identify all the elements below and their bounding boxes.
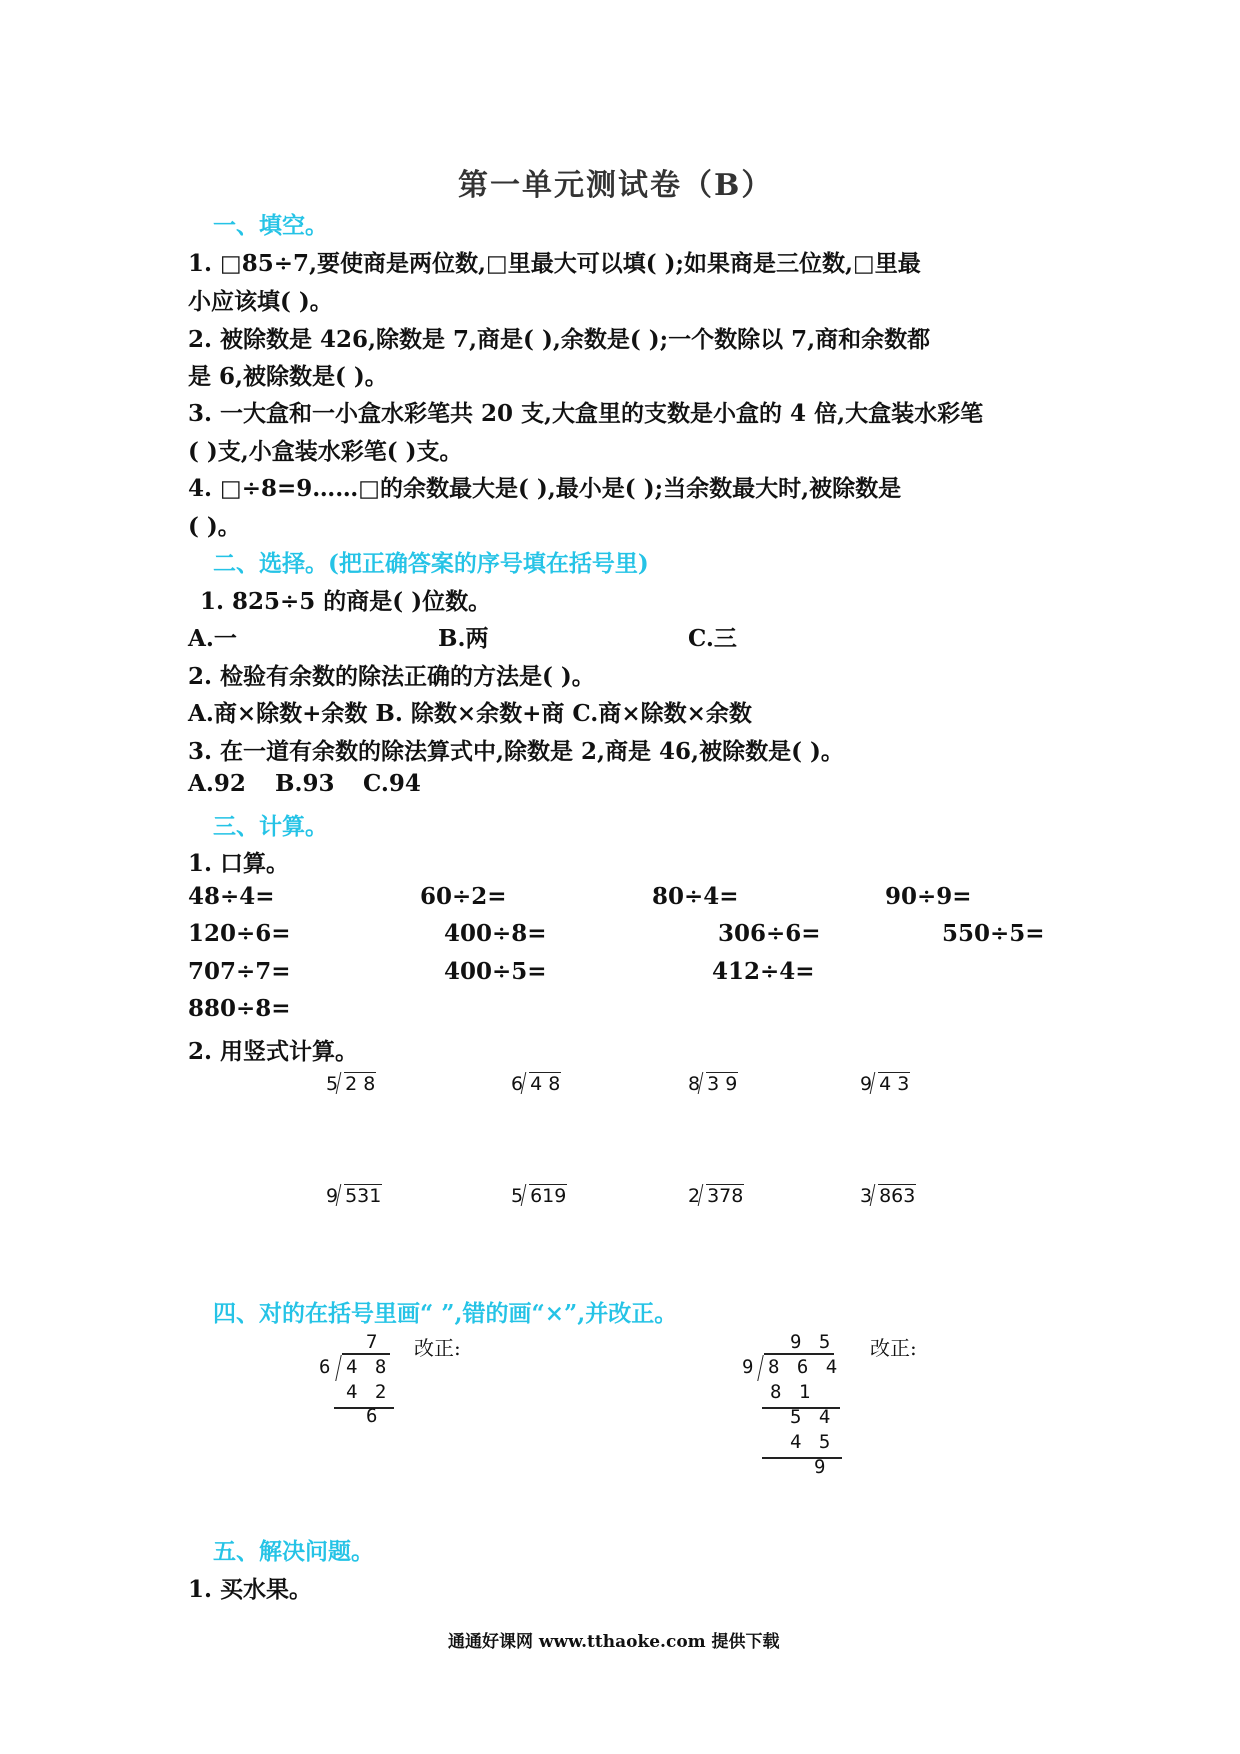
oral-item: 120÷6= (188, 920, 291, 947)
long-division-problem (511, 1184, 567, 1207)
oral-item: 306÷6= (718, 920, 821, 947)
divisor: 3 (860, 1185, 873, 1207)
fill-line: 3. 一大盒和一小盒水彩笔共 20 支,大盒里的支数是小盒的 4 倍,大盒装水彩笔 (188, 400, 984, 427)
long-division-problem (860, 1184, 916, 1207)
product: 8 1 (770, 1381, 814, 1403)
oral-item: 880÷8= (188, 995, 291, 1022)
divisor: 6 (511, 1073, 524, 1095)
long-division-problem (688, 1072, 738, 1095)
fill-line: ( )。 (188, 513, 241, 540)
divisor: 9 (326, 1185, 339, 1207)
dividend: 2 8 (345, 1073, 376, 1095)
divisor: 2 (688, 1185, 701, 1207)
fill-line: 2. 被除数是 426,除数是 7,商是( ),余数是( );一个数除以 7,商和余数都 (188, 326, 931, 353)
fill-line: 小应该填( )。 (188, 288, 333, 315)
section-heading-calc: 三、计算。 (213, 813, 328, 840)
section-heading-choice: 二、选择。(把正确答案的序号填在括号里) (213, 550, 649, 577)
partial-remainder: 5 4 (790, 1406, 834, 1428)
divisor: 5 (326, 1073, 339, 1095)
product: 4 2 (346, 1381, 390, 1403)
divisor: 6 (319, 1356, 334, 1378)
page-title: 第一单元测试卷（B） (458, 168, 774, 203)
division-bar (764, 1353, 834, 1355)
dividend: 4 8 (346, 1356, 390, 1378)
dividend: 863 (879, 1185, 916, 1207)
correction-label: 改正: (414, 1336, 461, 1360)
dividend: 4 8 (530, 1073, 561, 1095)
subtraction-line (334, 1407, 394, 1409)
dividend: 619 (530, 1185, 567, 1207)
choice-question-2: 2. 检验有余数的除法正确的方法是( )。 (188, 663, 595, 690)
subtraction-line (762, 1457, 842, 1459)
quotient: 9 5 (790, 1331, 834, 1353)
dividend: 378 (707, 1185, 744, 1207)
choice-option-b: B.93 (275, 770, 335, 797)
vertical-calc-title: 2. 用竖式计算。 (188, 1038, 359, 1065)
division-bar (342, 1353, 390, 1355)
long-division-problem (511, 1072, 561, 1095)
product: 4 5 (790, 1431, 834, 1453)
choice-question-1: 1. 825÷5 的商是( )位数。 (200, 588, 492, 615)
quotient: 7 (366, 1331, 381, 1353)
oral-item: 707÷7= (188, 958, 291, 985)
section-heading-solve: 五、解决问题。 (213, 1538, 374, 1565)
fill-line: 1. □85÷7,要使商是两位数,□里最大可以填( );如果商是三位数,□里最 (188, 250, 921, 277)
section-heading-judge: 四、对的在括号里画“ ”,错的画“×”,并改正。 (213, 1300, 678, 1327)
oral-item: 412÷4= (712, 958, 815, 985)
choice-option-c: C.三 (688, 625, 737, 652)
section-heading-fill: 一、填空。 (213, 212, 328, 239)
choice-option-b: B.两 (438, 625, 489, 652)
dividend: 4 3 (879, 1073, 910, 1095)
page-footer: 通通好课网 www.tthaoke.com 提供下载 (448, 1632, 780, 1652)
oral-item: 90÷9= (885, 883, 972, 910)
choice-option-a: A.一 (188, 625, 237, 652)
choice-option-c: C.94 (363, 770, 421, 797)
divisor: 5 (511, 1185, 524, 1207)
oral-item: 400÷5= (444, 958, 547, 985)
oral-item: 60÷2= (420, 883, 507, 910)
divisor: 9 (742, 1356, 757, 1378)
solve-question-1: 1. 买水果。 (188, 1576, 313, 1603)
oral-calc-title: 1. 口算。 (188, 850, 290, 877)
long-division-problem (326, 1072, 376, 1095)
fill-line: 4. □÷8=9……□的余数最大是( ),最小是( );当余数最大时,被除数是 (188, 475, 902, 502)
divisor: 9 (860, 1073, 873, 1095)
oral-item: 80÷4= (652, 883, 739, 910)
oral-item: 550÷5= (942, 920, 1045, 947)
fill-line: ( )支,小盒装水彩笔( )支。 (188, 438, 463, 465)
long-division-problem (860, 1072, 910, 1095)
choice-question-3: 3. 在一道有余数的除法算式中,除数是 2,商是 46,被除数是( )。 (188, 738, 844, 765)
dividend: 531 (345, 1185, 382, 1207)
oral-item: 48÷4= (188, 883, 275, 910)
remainder: 9 (814, 1456, 829, 1478)
choice-options-2: A.商×除数+余数 B. 除数×余数+商 C.商×除数×余数 (188, 700, 752, 727)
dividend: 3 9 (707, 1073, 738, 1095)
choice-option-a: A.92 (188, 770, 246, 797)
oral-item: 400÷8= (444, 920, 547, 947)
correction-label: 改正: (870, 1336, 917, 1360)
long-division-problem (326, 1184, 382, 1207)
fill-line: 是 6,被除数是( )。 (188, 363, 388, 390)
long-division-problem (688, 1184, 744, 1207)
divisor: 8 (688, 1073, 701, 1095)
dividend: 8 6 4 (768, 1356, 841, 1378)
remainder: 6 (366, 1405, 381, 1427)
